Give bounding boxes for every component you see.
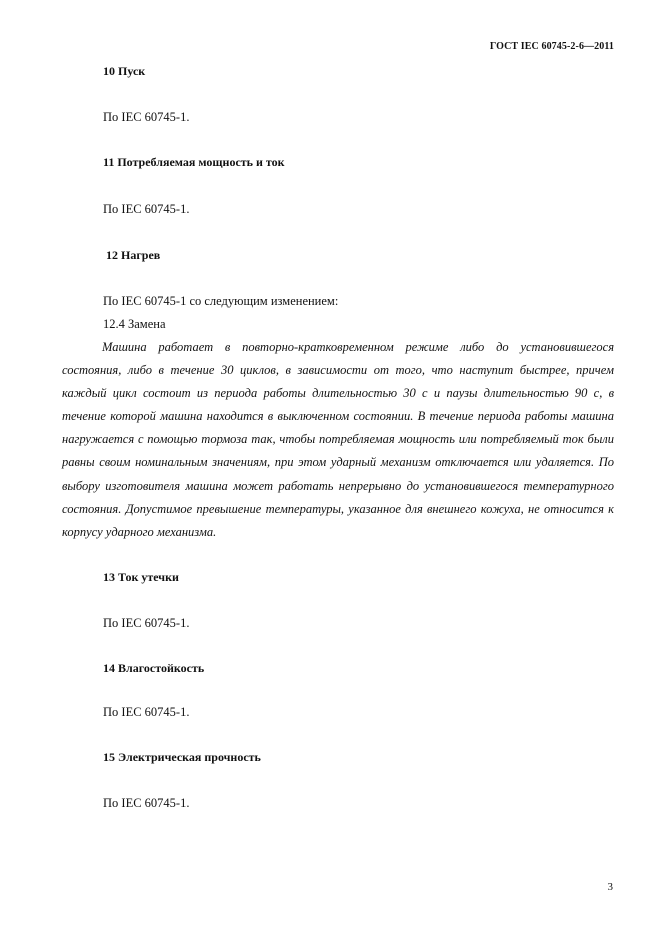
page-number: 3 bbox=[607, 881, 613, 893]
section-heading-15: 15 Электрическая прочность bbox=[103, 750, 261, 764]
section-heading-10: 10 Пуск bbox=[103, 64, 146, 78]
subclause-12-4: 12.4 Замена bbox=[103, 317, 166, 331]
section-heading-11: 11 Потребляемая мощность и ток bbox=[103, 155, 285, 169]
standard-designation: ГОСТ IEC 60745-2-6—2011 bbox=[489, 41, 614, 52]
section-text-15: По IEC 60745-1. bbox=[103, 796, 190, 810]
section-text-11: По IEC 60745-1. bbox=[103, 202, 190, 216]
section-text-14: По IEC 60745-1. bbox=[103, 705, 190, 719]
section-text-10: По IEC 60745-1. bbox=[103, 110, 190, 124]
section-text-13: По IEC 60745-1. bbox=[103, 616, 190, 630]
section-heading-14: 14 Влагостойкость bbox=[103, 661, 205, 675]
section-heading-12: 12 Нагрев bbox=[106, 248, 161, 262]
section-heading-13: 13 Ток утечки bbox=[103, 570, 179, 584]
replacement-paragraph: Машина работает в повторно-кратковременном режиме либо до установившегося состояния, либо в течение 30 циклов, в зависимости от того, что наступит быстрее, причем каждый цикл состоит из периода работы длительностью 30 с и паузы длительностью 90 с, в течение которой машина находится в выключенном состоянии. В течение периода работы машина нагружается с помощью тормоза так, чтобы потребляемая мощность или потребляемый ток были равны своим номинальным значениям, при этом ударный механизм отключается или удаляется. По выбору изготовителя машина может работать непрерывно до установившегося температурного состояния. Допустимое превышение температуры, указанное для внешнего кожуха, не относится к корпусу ударного механизма. bbox=[62, 340, 614, 539]
section-text-12: По IEC 60745-1 со следующим изменением: bbox=[103, 294, 339, 308]
